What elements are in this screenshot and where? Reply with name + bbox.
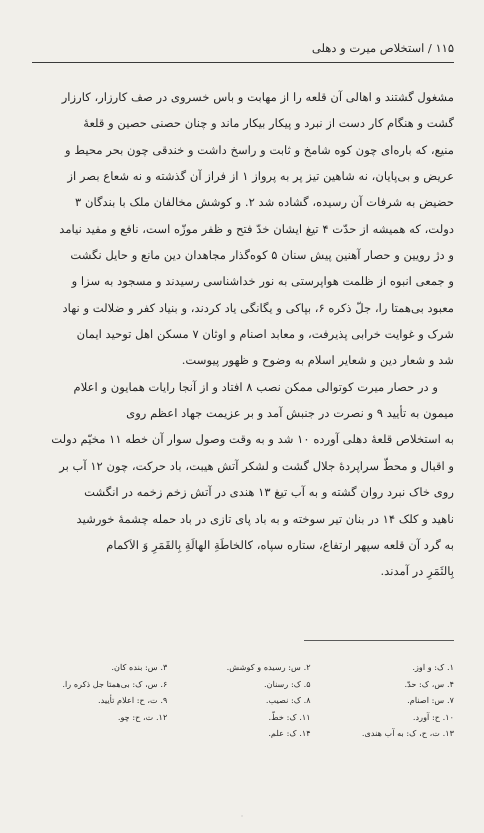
running-title: ۱۱۵ / استخلاص میرت و دهلی	[311, 41, 454, 55]
footnote-item: ۸. ک: نصیب.	[265, 695, 311, 705]
body-line: معبود بی‌همتا را، جلّ ذکره ۶، بپاکی و یگانگی یاد کردند، و بنیاد کفر و ضلالت و نهاد	[62, 300, 454, 315]
footnotes	[34, 659, 454, 742]
body-line: منیع، که باره‌ای چون کوه شامخ و ثابت و راسخ داشت و خندقی چون بحر محیط و	[65, 142, 454, 157]
footnote-item: ۱۳. ت، ح، ک: به آب هندی.	[361, 728, 454, 738]
header-rule	[32, 62, 454, 63]
body-line: گشت و هنگام کار دست از نبرد و پیکار بیکار ماند و چنان حصنی حصین و قلعهٔ	[83, 116, 454, 131]
footnote-item: ۱۰. ح: آورد.	[412, 711, 454, 722]
body-line: بِالثَمَرِ در آمدند.	[380, 564, 454, 579]
body-line: دولت، که همیشه از حدّت ۴ تیغ ایشان خدّ فتح و ظفر موزّه است، نافع و مفید نیامد	[59, 221, 454, 236]
body-line: مشغول گشتند و اهالی آن قلعه را از مهابت و باس خسروی در صف کارزار، کارزار	[61, 90, 454, 104]
body-line: عریض و بی‌پایان، نه شاهین تیز پر به پرواز ۱ از فراز آن گذشته و نه شعاع بصر از	[67, 169, 454, 184]
footnote-item: ۱۱. ک: خطّ.	[268, 711, 311, 722]
footnote-item: ۵. ک: رسنان.	[263, 678, 311, 689]
body-line: ناهید و کلک ۱۴ در بنان تیر سوخته و به باد پای تازی در باد حمله چشمهٔ خورشید	[76, 511, 454, 526]
body-line: به گرد آن قلعه سپهر ارتفاع، ستاره سپاه، کالخاطَةِ الهالَةِ بِالقَمَرِ وَ الاَکمام	[106, 537, 454, 552]
body-line: شد و شعار دین و شعایر اسلام به وضوح و ظهور پیوست.	[181, 353, 454, 368]
body-text	[30, 84, 454, 585]
body-line: حضیض به شرفات آن رسیده، گشاده شد ۲. و کوشش مخالفان ملک با بندگان ۳	[75, 195, 454, 210]
footnote-item: ۱۴. ک: علم.	[268, 728, 311, 738]
footnote-item: ۱۲. ت، ح: چو.	[117, 711, 168, 722]
body-line: میمون به تأیید ۹ و نصرت در جنبش آمد و بر عزیمت جهاد اعظم روی	[126, 406, 454, 421]
body-line: و دژ رویین و حصار آهنین پیش سنان ۵ کوه‌گذار مجاهدان دین مانع و حایل نگشت	[70, 248, 454, 263]
body-line: شرک و غوایت خرابی پذیرفت، و معابد اصنام و اوثان ۷ مسکن اهل توحید ایمان	[76, 327, 454, 342]
body-line: و جمعی انبوه از ظلمت هواپرستی به نور خداشناسی رسیدند و مسجود به سزا و	[71, 274, 454, 289]
footnote-item: ۱. ک: و اوز.	[412, 662, 454, 672]
body-line: و در حصار میرت کوتوالی ممکن نصب ۸ افتاد و از آنجا رایات همایون و اعلام	[73, 379, 438, 394]
footnote-item: ۳. س: بنده کان.	[111, 662, 168, 672]
page-header	[32, 40, 454, 56]
body-line: روی خاک نبرد روان گشته و به آب تیغ ۱۳ هندی در آتش زخم زخمه در انگشت	[84, 485, 454, 500]
footnote-item: ۷. س: اصنام.	[407, 695, 454, 705]
footnote-item: ۹. ت، ح: اعلام تأیید.	[97, 695, 168, 705]
footnote-item: ۴. س، ک: حدّ.	[404, 678, 454, 689]
body-line: به استخلاص قلعهٔ دهلی آورده ۱۰ شد و به وقت وصول سوار آن خطه ۱۱ مخیّم دولت	[51, 432, 454, 447]
body-line: و اقبال و محطّ سراپردهٔ جلال گشت و لشکر آتش هیبت، باد حرکت، چون ۱۲ آب بر	[59, 458, 454, 473]
page-mark: ·	[240, 812, 244, 821]
footnote-rule	[304, 640, 454, 641]
footnote-item: ۲. س: رسیده و کوشش.	[226, 662, 311, 672]
footnote-item: ۶. س، ک: بی‌همتا جل ذکره را.	[62, 678, 168, 689]
